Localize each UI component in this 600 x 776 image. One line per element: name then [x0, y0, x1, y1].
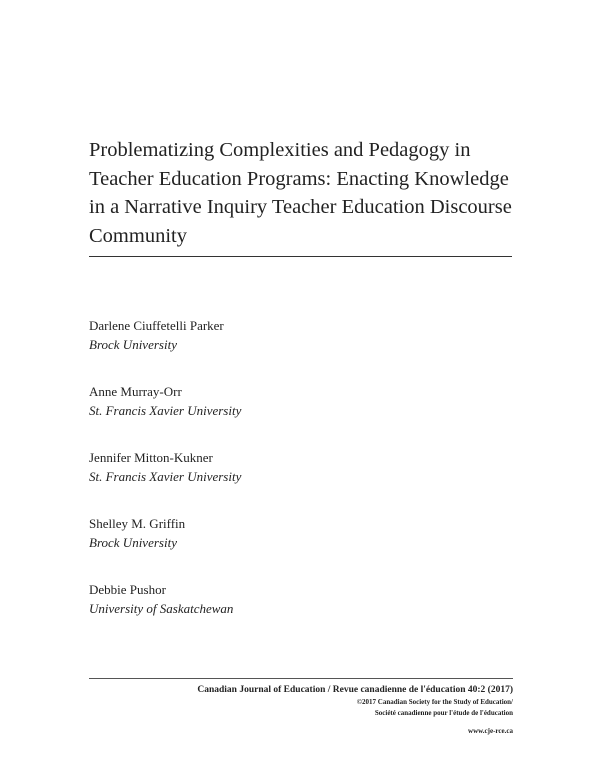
author-entry	[89, 382, 241, 448]
copyright-line: Société canadienne pour l'étude de l'éducation	[374, 709, 513, 717]
author-affiliation: Brock University	[89, 337, 177, 352]
author-name: Darlene Ciuffetelli Parker	[89, 318, 224, 333]
author-affiliation: Brock University	[89, 535, 177, 550]
author-name: Jennifer Mitton-Kukner	[89, 450, 213, 465]
footer	[197, 684, 513, 735]
footer-divider	[89, 678, 513, 679]
journal-citation: Canadian Journal of Education / Revue canadienne de l'éducation 40:2 (2017)	[197, 685, 513, 695]
author-affiliation: University of Saskatchewan	[89, 601, 234, 616]
author-entry	[89, 514, 241, 580]
author-list	[89, 316, 241, 646]
author-affiliation: St. Francis Xavier University	[89, 469, 242, 484]
author-entry	[89, 448, 241, 514]
author-name: Debbie Pushor	[89, 582, 166, 597]
author-affiliation: St. Francis Xavier University	[89, 403, 242, 418]
journal-url[interactable]: www.cje-rce.ca	[468, 727, 513, 735]
article-title: Problematizing Complexities and Pedagogy in Teacher Education Programs: Enacting Knowledge in a Narrative Inquiry Teacher Education Discourse Community	[89, 139, 512, 247]
copyright-line: ©2017 Canadian Society for the Study of Education/	[356, 698, 513, 706]
author-entry	[89, 580, 241, 646]
author-name: Shelley M. Griffin	[89, 516, 186, 531]
author-entry	[89, 316, 241, 382]
title-divider	[89, 256, 512, 257]
author-name: Anne Murray-Orr	[89, 384, 182, 399]
